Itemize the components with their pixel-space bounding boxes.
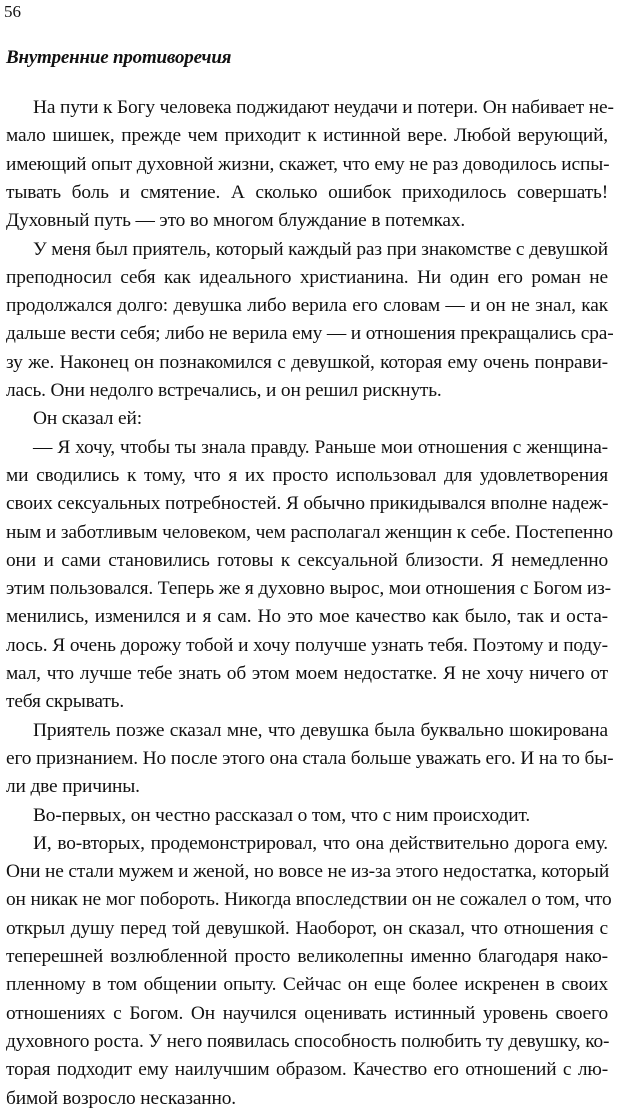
text-line: продолжался долго: девушка либо верила его словам — и он не знал, как [6,295,608,317]
text-line: тебя скрывать. [6,691,125,713]
text-line: Они не стали мужем и женой, но вовсе не из-за этого недостатка, который [6,861,610,883]
text-line: И, во-вторых, продемонстрировал, что она действительно дорога ему. [33,832,608,854]
text-line: тывать боль и смятение. А сколько ошибок приходилось совершать! [6,181,608,203]
text-line: пленному в том общении опыту. Сейчас он еще более искренен в своих [6,974,608,996]
text-line: дальше вести себя; либо не верила ему — и отношения прекращались сра- [6,323,614,345]
text-line: Приятель позже сказал мне, что девушка была буквально шокирована [33,719,608,741]
text-line: лось. Я очень дорожу тобой и хочу получше узнать тебя. Поэтому и поду- [6,634,608,656]
text-line: торая подходит ему наилучшим образом. Качество его отношений с лю- [6,1059,608,1081]
text-line: зу же. Наконец он познакомился с девушкой, которая ему очень понрави- [6,351,608,373]
text-line: Во-первых, он честно рассказал о том, что с ним происходит. [33,804,531,826]
text-line: его признанием. Но после этого она стала больше уважать его. И на то бы- [6,747,614,769]
text-line: ли две причины. [6,776,140,798]
text-line: этим пользовался. Теперь же я духовно вырос, мои отношения с Богом из- [6,578,611,600]
text-line: менились, изменился и я сам. Но это мое качество как было, так и оста- [6,606,608,628]
text-line: отношениях с Богом. Он научился оценивать истинный уровень своего [6,1002,608,1024]
section-title: Внутренние противоречия [6,47,232,68]
text-line: лась. Они недолго встречались, и он решил рискнуть. [6,380,442,401]
text-line: ным и заботливым человеком, чем располагал женщин к себе. Постепенно [6,521,613,543]
text-line: У меня был приятель, который каждый раз при знакомстве с девушкой [33,238,608,260]
text-line: мал, что лучше тебе знать об этом моем недостатке. Я не хочу ничего от [6,663,608,684]
text-line: духовного роста. У него появилась способность полюбить ту девушку, ко- [6,1030,610,1052]
text-line: бимой возросло несказанно. [6,1087,236,1109]
text-line: открыл душу перед той девушкой. Наоборот, он сказал, что отношения с [6,917,608,939]
text-line: мало шишек, прежде чем приходит к истинной вере. Любой верующий, [6,125,608,147]
text-line: своих сексуальных потребностей. Я обычно прикидывался вполне надеж- [6,493,609,515]
text-line: — Я хочу, чтобы ты знала правду. Раньше мои отношения с женщина- [33,436,608,458]
text-line: Духовный путь — это во многом блуждание в потемках. [6,210,466,232]
text-line: На пути к Богу человека поджидают неудачи и потери. Он набивает не- [33,97,614,118]
text-line: он никак не мог побороть. Никогда впоследствии он не сожалел о том, что [6,889,612,911]
text-line: они и сами становились готовы к сексуальной близости. Я немедленно [6,549,608,571]
text-line: преподносил себя как идеального христианина. Ни один его роман не [6,266,608,288]
text-line: имеющий опыт духовной жизни, скажет, что ему не раз доводилось испы- [6,153,610,175]
page-number: 56 [4,2,21,21]
text-line: ми сводились к тому, что я их просто использовал для удовлетворения [6,464,608,486]
text-line: Он сказал ей: [33,408,142,430]
text-line: теперешней возлюбленной просто великолепны именно благодаря нако- [6,946,608,967]
